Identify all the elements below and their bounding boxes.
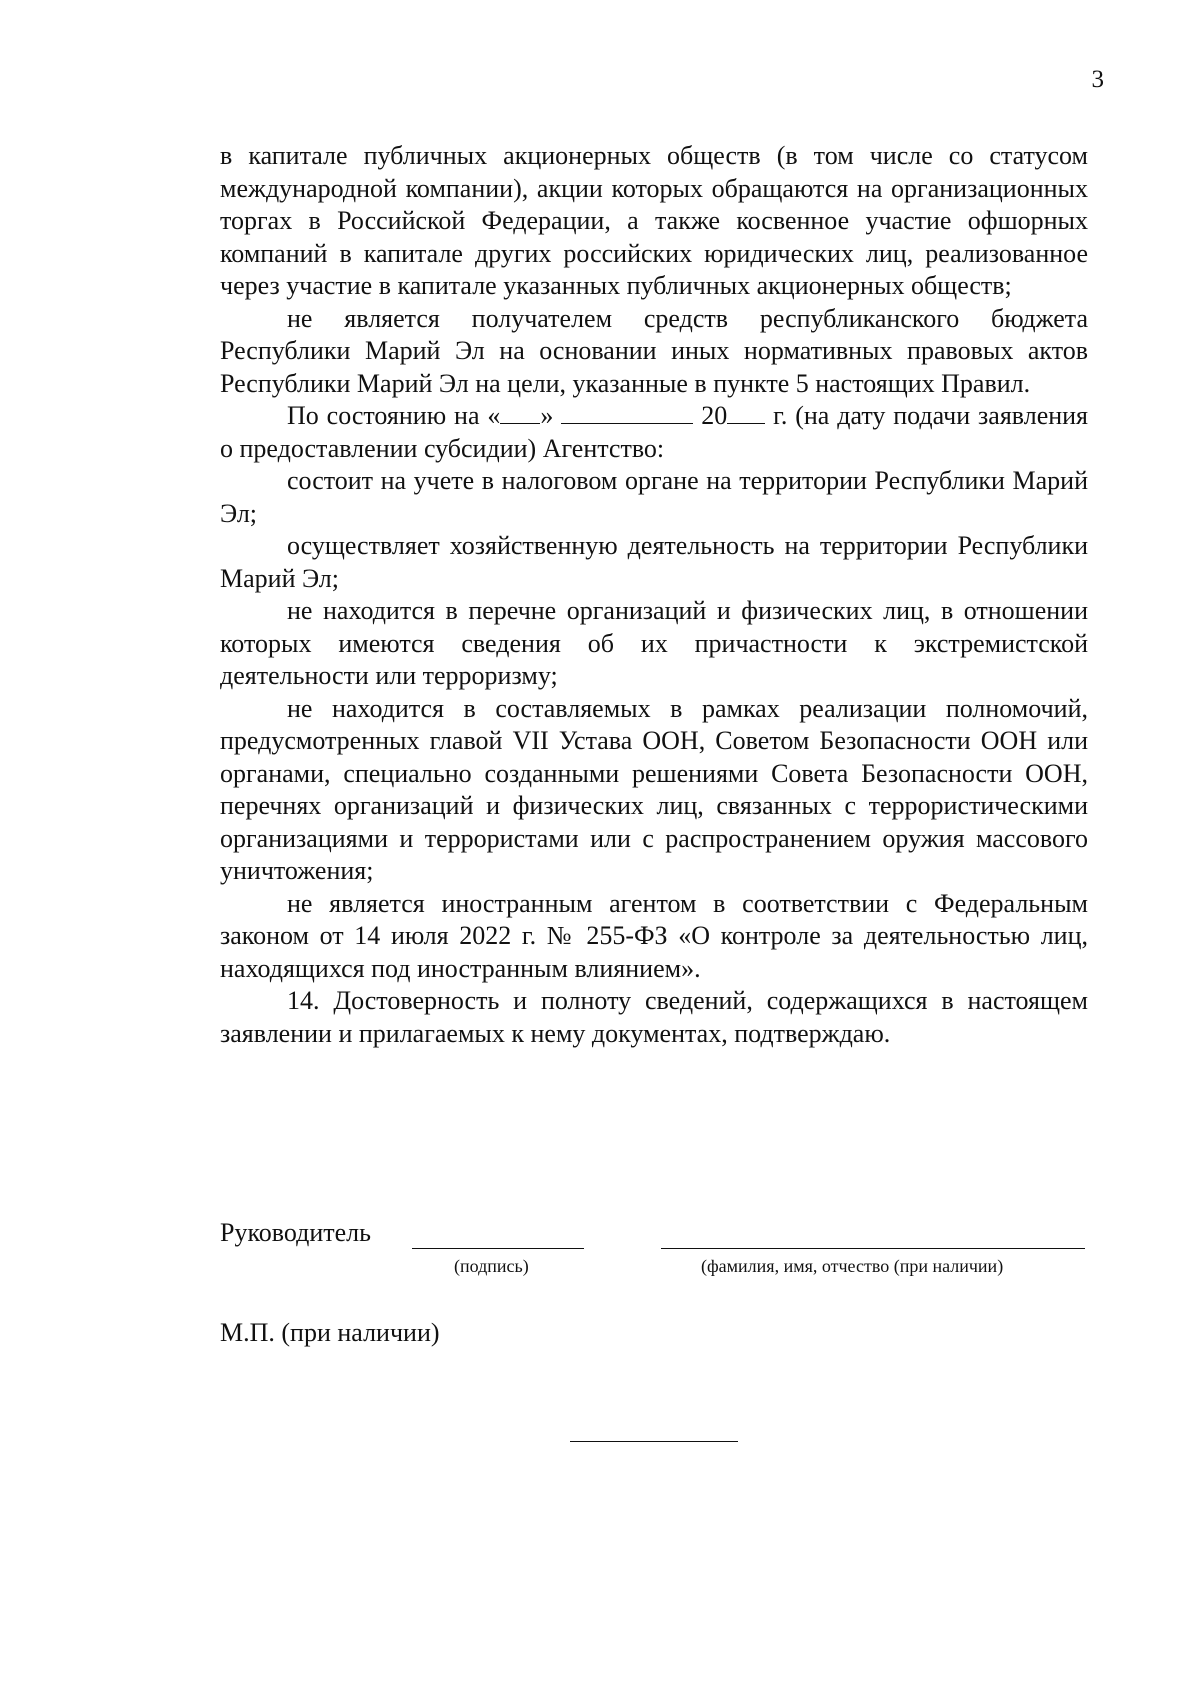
paragraph-foreign-agent: не является иностранным агентом в соответствии с Федеральным законом от 14 июля 2022 г. № 255-ФЗ «О контроле за деятельностью лиц, находящихся под иностранным влиянием». <box>220 888 1088 983</box>
paragraph-un-lists: не находится в составляемых в рамках реализации полномочий, предусмотренных главой VII Устава ООН, Советом Безопасности ООН или органами, специально созданными решениями Совета Безопасности ООН, перечнях организаций и физических лиц, связанных с террористическими организациями и террористами или с распространением оружия массового уничтожения; <box>220 693 1088 885</box>
paragraph-tax: состоит на учете в налоговом органе на территории Республики Марий Эл; <box>220 466 1088 528</box>
full-name-line <box>661 1248 1085 1249</box>
month-blank <box>561 401 693 424</box>
paragraph-date-status <box>220 400 1088 465</box>
paragraph-activity: осуществляет хозяйственную деятельность на территории Республики Марий Эл; <box>220 531 1088 593</box>
year-blank <box>727 401 765 424</box>
paragraph-ownership: в капитале публичных акционерных обществ (в том числе со статусом международной компании), акции которых обращаются на организационных торгах в Российской Федерации, а также косвенное участие офшорных компаний в капитале других российских юридических лиц, реализованное через участие в капитале указанных публичных акционерных обществ; <box>220 141 1088 300</box>
date-rest: г. (на дату подачи заявления о предоставлении субсидии) Агентство: <box>220 401 1089 463</box>
signature-caption: (подпись) <box>454 1256 529 1276</box>
day-blank <box>500 401 540 424</box>
end-divider <box>570 1441 738 1442</box>
stamp-place: М.П. (при наличии) <box>220 1318 440 1347</box>
signature-label: Руководитель <box>220 1218 371 1247</box>
page-number: 3 <box>1091 66 1104 93</box>
paragraph-budget: не является получателем средств республиканского бюджета Республики Марий Эл на основании иных нормативных правовых актов Республики Марий Эл на цели, указанные в пункте 5 настоящих Правил. <box>220 303 1088 398</box>
year-prefix: 20 <box>701 401 728 430</box>
signature-line <box>412 1248 584 1249</box>
full-name-caption: (фамилия, имя, отчество (при наличии) <box>701 1256 1004 1276</box>
document-body <box>220 140 1088 1050</box>
paragraph-confirmation: 14. Достоверность и полноту сведений, содержащихся в настоящем заявлении и прилагаемых к нему документах, подтверждаю. <box>220 986 1088 1048</box>
paragraph-extremism: не находится в перечне организаций и физических лиц, в отношении которых имеются сведения об их причастности к экстремистской деятельности или терроризму; <box>220 596 1088 690</box>
date-prefix: По состоянию на « <box>287 401 501 430</box>
date-quote-close: » <box>540 401 554 430</box>
